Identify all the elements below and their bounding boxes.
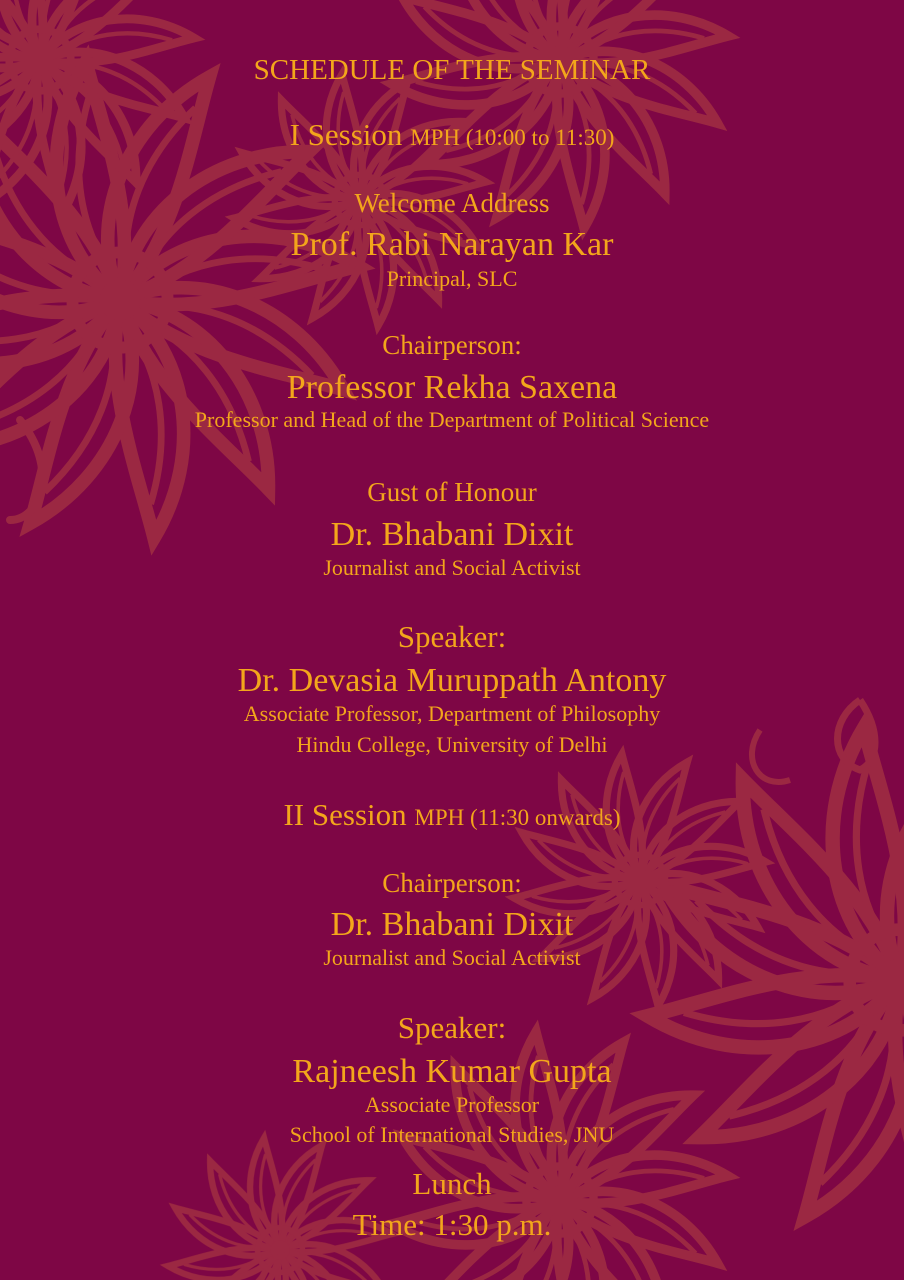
- guest-label: Gust of Honour: [367, 477, 537, 507]
- session-1-detail: MPH (10:00 to 11:30): [410, 125, 615, 150]
- welcome-name: Prof. Rabi Narayan Kar: [290, 226, 614, 263]
- lunch-label: Lunch: [412, 1166, 492, 1201]
- chair-2-label: Chairperson:: [382, 868, 522, 898]
- welcome-label: Welcome Address: [354, 188, 550, 218]
- chair-1-name: Professor Rekha Saxena: [286, 369, 618, 406]
- speaker-2-label: Speaker:: [397, 1010, 507, 1045]
- speaker-2-role-line-2: School of International Studies, JNU: [289, 1122, 615, 1147]
- speaker-1-role-line-1: Associate Professor, Department of Philosophy: [243, 701, 661, 726]
- guest-role: Journalist and Social Activist: [323, 555, 581, 580]
- speaker-1-name: Dr. Devasia Muruppath Antony: [237, 662, 667, 699]
- chair-1-role: Professor and Head of the Department of Political Science: [194, 407, 710, 432]
- welcome-role: Principal, SLC: [386, 266, 518, 291]
- session-2-detail: MPH (11:30 onwards): [414, 805, 621, 830]
- speaker-1-role-line-2: Hindu College, University of Delhi: [296, 732, 608, 757]
- chair-2-name: Dr. Bhabani Dixit: [330, 906, 574, 943]
- speaker-2-name: Rajneesh Kumar Gupta: [292, 1053, 612, 1090]
- speaker-2-role-line-1: Associate Professor: [364, 1092, 540, 1117]
- chair-2-role: Journalist and Social Activist: [323, 945, 581, 970]
- session-1-heading: [0, 119, 904, 150]
- page-title: SCHEDULE OF THE SEMINAR: [253, 54, 651, 86]
- session-1-label: I Session: [289, 117, 403, 152]
- guest-name: Dr. Bhabani Dixit: [330, 516, 574, 553]
- chair-1-label: Chairperson:: [382, 330, 522, 360]
- lunch-time: Time: 1:30 p.m.: [352, 1207, 552, 1242]
- session-2-heading: [0, 799, 904, 830]
- session-2-label: II Session: [283, 797, 407, 832]
- speaker-1-label: Speaker:: [397, 619, 507, 654]
